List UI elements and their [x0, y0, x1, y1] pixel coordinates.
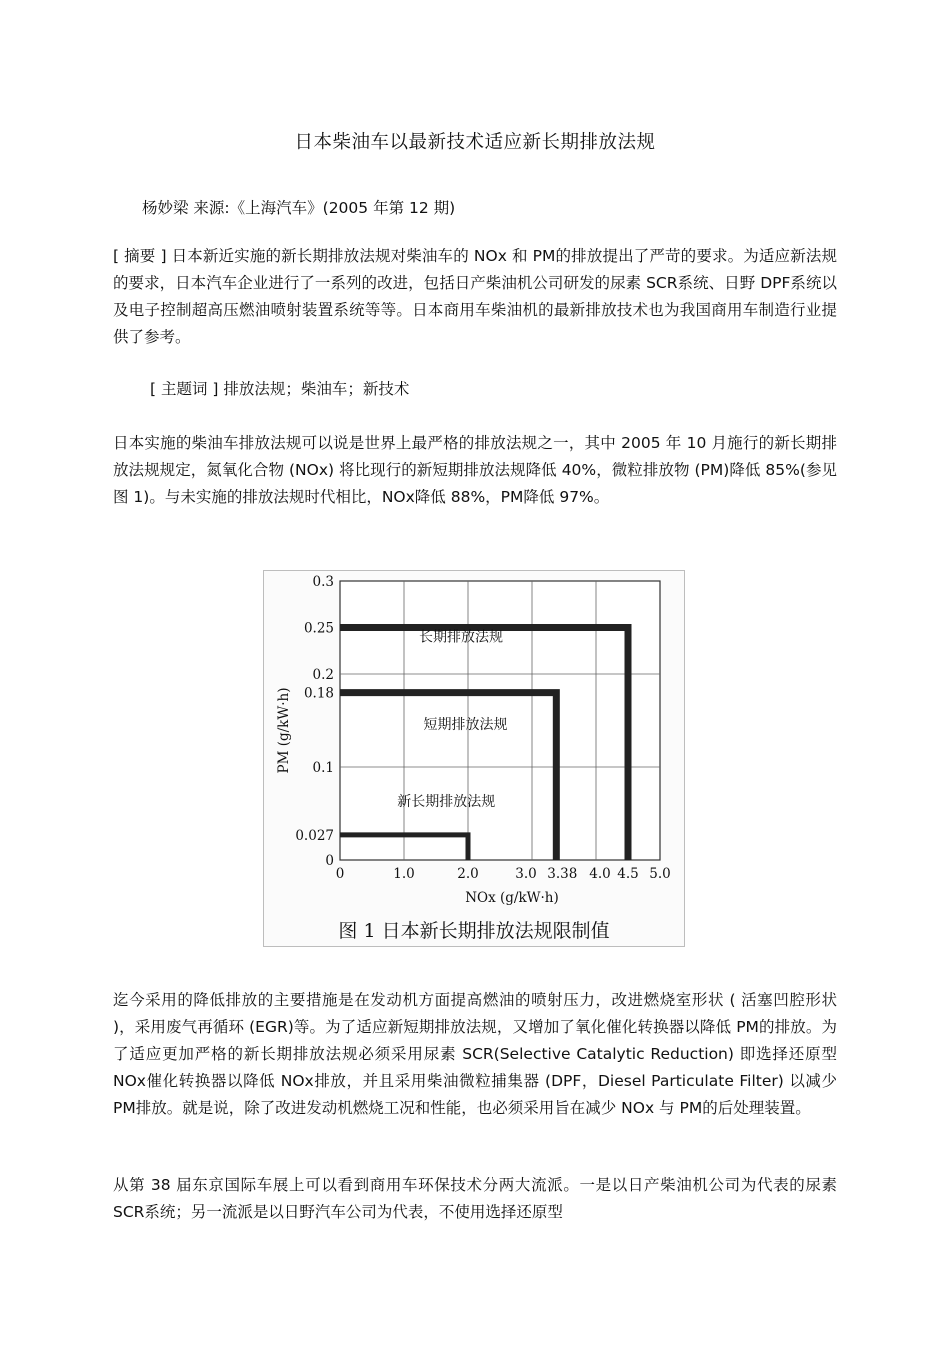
x-tick-label: 2.0	[457, 866, 479, 882]
x-tick-label: 4.0	[589, 866, 611, 882]
x-tick-label: 4.5	[617, 866, 639, 882]
x-tick-label: 0	[335, 866, 345, 882]
x-axis-label: NOx (g/kW·h)	[465, 890, 559, 906]
y-tick-label: 0.18	[303, 685, 334, 702]
y-tick-label: 0.027	[295, 827, 334, 844]
y-tick-label: 0.2	[312, 667, 334, 683]
x-tick-label: 3.0	[515, 866, 537, 882]
y-tick-label: 0.1	[312, 760, 334, 776]
author-source-line: 杨妙梁 来源:《上海汽车》(2005 年第 12 期)	[142, 199, 456, 217]
x-tick-label: 5.0	[649, 866, 671, 882]
document-title: 日本柴油车以最新技术适应新长期排放法规	[294, 132, 656, 153]
figure-1	[263, 570, 685, 947]
emission-limit-chart	[264, 571, 684, 946]
x-tick-label: 1.0	[393, 866, 415, 882]
series-label-1: 长期排放法规	[418, 629, 503, 646]
series-label-3: 新长期排放法规	[397, 794, 496, 811]
keywords-line: [ 主题词 ] 排放法规；柴油车；新技术	[150, 380, 410, 398]
y-tick-label: 0.3	[312, 574, 334, 590]
figure-caption: 图 1 日本新长期排放法规限制值	[338, 920, 610, 942]
series-label-2: 短期排放法规	[423, 716, 508, 733]
y-tick-label: 0.25	[303, 620, 334, 637]
abstract-paragraph: [ 摘要 ] 日本新近实施的新长期排放法规对柴油车的 NOx 和 PM的排放提出了严苛的要求。为适应新法规的要求，日本汽车企业进行了一系列的改进，包括日产柴油机公司研发的尿素 SCR系统、日野 DPF系统以及电子控制超高压燃油喷射装置系统等等。日本商用车柴油机的最新排放技术也为我国商用车制造行业提供了参考。	[113, 247, 837, 346]
x-tick-label: 3.38	[547, 866, 578, 882]
body-paragraph-2: 迄今采用的降低排放的主要措施是在发动机方面提高燃油的喷射压力，改进燃烧室形状 ( 活塞凹腔形状 )，采用废气再循环 (EGR)等。为了适应新短期排放法规，又增加了氧化催化转换器以降低 PM的排放。为了适应更加严格的新长期排放法规必须采用尿素 SCR(Selective Catalytic Reduction) 即选择还原型 NOx催化转换器以降低 NOx排放，并且采用柴油微粒捕集器 (DPF，Diesel Particulate Filter) 以减少 PM排放。就是说，除了改进发动机燃烧工况和性能，也必须采用旨在减少 NOx 与 PM的后处理装置。	[113, 991, 842, 1117]
body-paragraph-3: 从第 38 届东京国际车展上可以看到商用车环保技术分两大流派。一是以日产柴油机公司为代表的尿素 SCR系统；另一流派是以日野汽车公司为代表，不使用选择还原型	[113, 1176, 842, 1221]
y-axis-label: PM (g/kW·h)	[276, 687, 292, 774]
body-paragraph-1: 日本实施的柴油车排放法规可以说是世界上最严格的排放法规之一，其中 2005 年 10 月施行的新长期排放法规规定，氮氧化合物 (NOx) 将比现行的新短期排放法规降低 40%，微粒排放物 (PM)降低 85%(参见图 1)。与未实施的排放法规时代相比，NOx降低 88%，PM降低 97%。	[113, 434, 837, 506]
y-tick-label: 0	[325, 853, 334, 869]
